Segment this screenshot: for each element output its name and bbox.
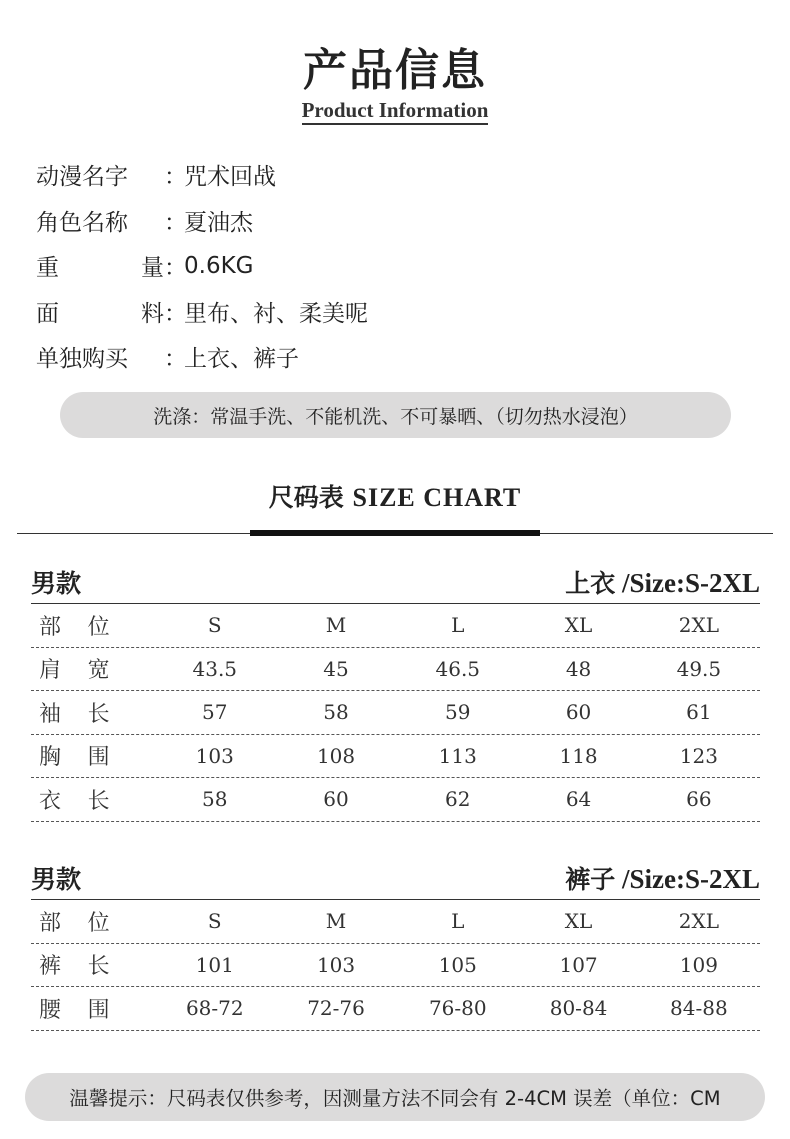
- table-row: [31, 987, 760, 1031]
- table-row: [31, 691, 760, 735]
- table-cell: XL: [564, 613, 593, 638]
- pants-category-cn: 裤子: [565, 864, 616, 894]
- table-cell: 72-76: [307, 996, 365, 1021]
- row-label-char: 宽: [87, 658, 110, 684]
- info-row-character: [36, 198, 736, 244]
- info-label: [36, 204, 164, 237]
- info-label: [36, 340, 164, 373]
- row-label-char: 位: [87, 910, 110, 936]
- row-label: [31, 949, 154, 980]
- table-cell: 66: [686, 787, 712, 812]
- table-cell: 118: [559, 743, 598, 768]
- table-cell: M: [325, 909, 347, 934]
- table-cell: 43.5: [192, 656, 238, 681]
- table-cell: 2XL: [678, 909, 719, 934]
- row-label: [31, 740, 154, 771]
- row-label-char: 围: [87, 997, 110, 1023]
- table-cell: 58: [323, 700, 349, 725]
- row-label-char: 长: [87, 954, 110, 980]
- table-cell: 2XL: [678, 613, 719, 638]
- table-cell: 60: [565, 700, 592, 725]
- row-label-char: 长: [87, 701, 110, 727]
- pants-size-table: [31, 856, 760, 1031]
- table-cell: 46.5: [435, 656, 481, 681]
- row-label: [31, 784, 154, 815]
- row-label-char: 长: [87, 788, 110, 814]
- row-label-char: 腰: [39, 997, 62, 1023]
- table-cell: 58: [202, 787, 228, 812]
- pants-gender: 男款: [31, 864, 82, 894]
- table-cell: 61: [686, 700, 712, 725]
- table-cell: S: [207, 613, 222, 638]
- size-chart-title-en: SIZE CHART: [352, 483, 522, 512]
- tops-category-cn: 上衣: [565, 568, 616, 598]
- pants-category-en: /Size:S-2XL: [615, 863, 760, 894]
- info-value: 0.6KG: [184, 252, 254, 279]
- info-colon: ：: [164, 300, 187, 327]
- row-label-char: 部: [39, 614, 62, 640]
- table-cell: 64: [565, 787, 592, 812]
- table-cell: 57: [202, 700, 228, 725]
- info-row-fabric: [36, 289, 736, 335]
- info-label: [36, 295, 164, 328]
- info-value: 里布、衬、柔美呢: [184, 300, 368, 327]
- size-chart-title-cn: 尺码表: [268, 483, 344, 512]
- info-label-char: 量: [141, 255, 164, 282]
- table-cell: XL: [564, 909, 593, 934]
- table-cell: 103: [316, 952, 356, 977]
- table-cell: M: [325, 613, 347, 638]
- info-row-purchase: [36, 334, 736, 380]
- info-label-char: 面: [36, 300, 59, 327]
- row-label-char: 肩: [39, 658, 62, 684]
- info-label-text: 单独购买: [36, 346, 128, 373]
- info-colon: ：: [164, 255, 187, 282]
- page-title: 产品信息: [303, 45, 487, 96]
- info-label-char: 料: [141, 300, 164, 327]
- info-label: [36, 158, 164, 191]
- table-cell: 62: [445, 787, 471, 812]
- size-chart-title: [0, 478, 790, 514]
- row-label: [31, 697, 154, 728]
- info-colon: ：: [164, 209, 187, 236]
- info-label: [36, 249, 164, 282]
- pants-category: [565, 860, 760, 896]
- table-cell: 59: [445, 700, 471, 725]
- info-row-anime: [36, 152, 736, 198]
- row-label-char: 胸: [39, 745, 62, 771]
- tops-gender: 男款: [31, 568, 82, 598]
- table-cell: 109: [679, 952, 718, 977]
- table-cell: L: [451, 613, 465, 638]
- row-label: [31, 653, 154, 684]
- row-label-char: 位: [87, 614, 110, 640]
- table-cell: 45: [323, 656, 349, 681]
- table-cell: 107: [559, 952, 598, 977]
- product-info-list: [36, 152, 736, 380]
- row-label-char: 裤: [39, 954, 62, 980]
- table-cell: S: [207, 909, 222, 934]
- wash-instructions: 洗涤：常温手洗、不能机洗、不可暴晒、（切勿热水浸泡）: [60, 392, 731, 438]
- row-label-char: 衣: [39, 788, 62, 814]
- table-cell: 105: [438, 952, 477, 977]
- page-subtitle-text: Product Information: [302, 98, 489, 125]
- info-value: 上衣、裤子: [184, 346, 299, 373]
- info-label-text: 角色名称: [36, 209, 128, 236]
- row-label-char: 围: [87, 745, 110, 771]
- tops-size-table: [31, 560, 760, 822]
- table-row: [31, 735, 760, 779]
- table-row: [31, 778, 760, 822]
- table-cell: 108: [316, 743, 356, 768]
- info-label-char: 重: [36, 255, 59, 282]
- info-row-weight: [36, 243, 736, 289]
- table-row: [31, 604, 760, 648]
- table-cell: 101: [195, 952, 234, 977]
- table-cell: 48: [565, 656, 592, 681]
- info-colon: ：: [164, 346, 187, 373]
- pants-table-header: [31, 856, 760, 900]
- table-cell: 68-72: [185, 996, 244, 1021]
- tops-category-en: /Size:S-2XL: [615, 567, 760, 598]
- tops-table-header: [31, 560, 760, 604]
- row-label-char: 袖: [39, 701, 62, 727]
- page-subtitle: [0, 98, 790, 123]
- table-row: [31, 900, 760, 944]
- table-row: [31, 648, 760, 692]
- table-cell: 80-84: [549, 996, 608, 1021]
- table-row: [31, 944, 760, 988]
- measurement-tip: 温馨提示：尺码表仅供参考，因测量方法不同会有 2-4CM 误差（单位：CM: [25, 1073, 765, 1121]
- row-label: [31, 993, 154, 1024]
- row-label: [31, 906, 154, 937]
- info-colon: ：: [164, 164, 187, 191]
- row-label-char: 部: [39, 910, 62, 936]
- table-cell: L: [451, 909, 465, 934]
- info-value: 夏油杰: [184, 209, 253, 236]
- table-cell: 113: [438, 743, 477, 768]
- row-label: [31, 610, 154, 641]
- table-cell: 60: [323, 787, 349, 812]
- table-cell: 84-88: [670, 996, 728, 1021]
- divider-accent: [250, 530, 540, 536]
- table-cell: 49.5: [676, 656, 722, 681]
- info-label-text: 动漫名字: [36, 164, 128, 191]
- table-cell: 76-80: [428, 996, 487, 1021]
- table-cell: 123: [679, 743, 718, 768]
- info-value: 咒术回战: [184, 164, 276, 191]
- table-cell: 103: [195, 743, 234, 768]
- tops-category: [565, 564, 760, 600]
